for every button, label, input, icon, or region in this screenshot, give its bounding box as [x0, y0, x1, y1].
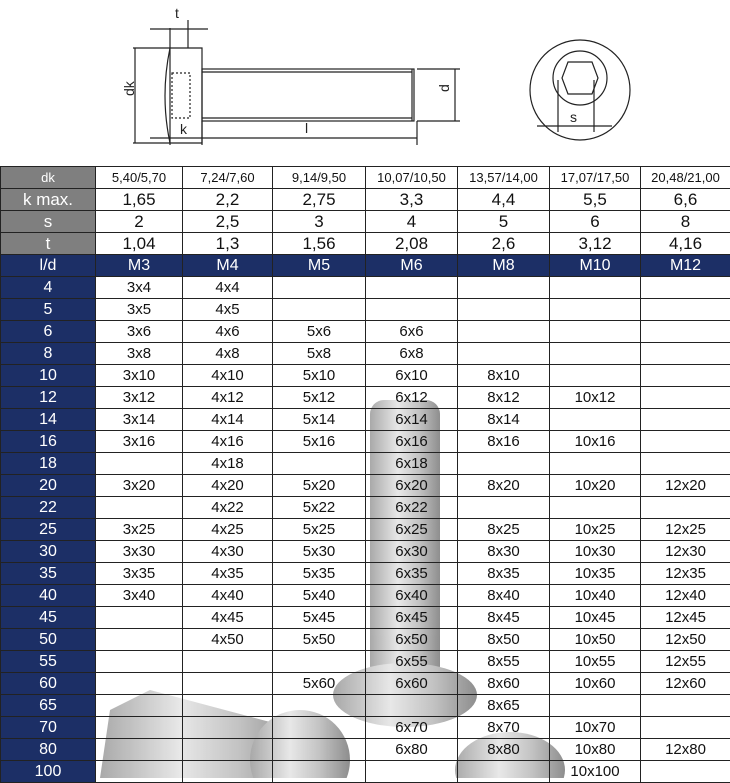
- row-header: 18: [1, 453, 96, 475]
- table-cell: 13,57/14,00: [458, 167, 550, 189]
- table-cell: [366, 277, 458, 299]
- table-cell: 12x50: [641, 629, 730, 651]
- table-cell: [458, 343, 550, 365]
- table-cell: 2,2: [183, 189, 273, 211]
- table-cell: 12x60: [641, 673, 730, 695]
- row-header: 65: [1, 695, 96, 717]
- table-cell: 5x8: [273, 343, 366, 365]
- table-cell: [273, 453, 366, 475]
- table-cell: 6x80: [366, 739, 458, 761]
- label-k: k: [180, 121, 188, 137]
- table-cell: 10x50: [550, 629, 641, 651]
- table-cell: 4x25: [183, 519, 273, 541]
- table-cell: 4: [366, 211, 458, 233]
- table-cell: [458, 761, 550, 783]
- table-cell: 4x30: [183, 541, 273, 563]
- table-row: [1, 629, 730, 651]
- table-cell: 8x16: [458, 431, 550, 453]
- table-cell: [96, 761, 183, 783]
- row-header: 35: [1, 563, 96, 585]
- table-cell: 8x80: [458, 739, 550, 761]
- row-header: 70: [1, 717, 96, 739]
- table-cell: 8x20: [458, 475, 550, 497]
- table-cell: 12x80: [641, 739, 730, 761]
- table-cell: 5x6: [273, 321, 366, 343]
- table-cell: 3x14: [96, 409, 183, 431]
- table-cell: 3x5: [96, 299, 183, 321]
- table-row: [1, 563, 730, 585]
- table-cell: 3x4: [96, 277, 183, 299]
- table-cell: 6x40: [366, 585, 458, 607]
- table-cell: 8x35: [458, 563, 550, 585]
- table-cell: 4x22: [183, 497, 273, 519]
- table-cell: 10x100: [550, 761, 641, 783]
- table-cell: 8x10: [458, 365, 550, 387]
- table-cell: 4x40: [183, 585, 273, 607]
- table-cell: 8x45: [458, 607, 550, 629]
- table-cell: 2,5: [183, 211, 273, 233]
- table-cell: 8x65: [458, 695, 550, 717]
- table-cell: 6x20: [366, 475, 458, 497]
- table-cell: 6x50: [366, 629, 458, 651]
- table-cell: 8x50: [458, 629, 550, 651]
- row-header: 5: [1, 299, 96, 321]
- table-cell: [458, 299, 550, 321]
- table-cell: 5x12: [273, 387, 366, 409]
- table-row: [1, 497, 730, 519]
- table-cell: [96, 497, 183, 519]
- label-l: l: [305, 120, 308, 136]
- table-cell: 4x50: [183, 629, 273, 651]
- table-cell: 8x40: [458, 585, 550, 607]
- table-cell: 10x60: [550, 673, 641, 695]
- table-cell: 3,12: [550, 233, 641, 255]
- table-cell: 3x30: [96, 541, 183, 563]
- table-cell: M12: [641, 255, 730, 277]
- table-cell: 6x60: [366, 673, 458, 695]
- table-cell: [366, 761, 458, 783]
- table-cell: [183, 761, 273, 783]
- table-cell: [96, 695, 183, 717]
- dimension-row-dk: [1, 167, 730, 189]
- table-cell: 4x16: [183, 431, 273, 453]
- table-row: [1, 673, 730, 695]
- table-cell: [273, 717, 366, 739]
- table-row: [1, 475, 730, 497]
- table-cell: 6x55: [366, 651, 458, 673]
- table-cell: 8x55: [458, 651, 550, 673]
- table-cell: 8x14: [458, 409, 550, 431]
- table-cell: 5x40: [273, 585, 366, 607]
- table-cell: 3x20: [96, 475, 183, 497]
- table-cell: [96, 739, 183, 761]
- table-cell: [458, 321, 550, 343]
- table-cell: 5x35: [273, 563, 366, 585]
- table-row: [1, 299, 730, 321]
- row-header: 30: [1, 541, 96, 563]
- table-row: [1, 387, 730, 409]
- dimension-row-k: [1, 189, 730, 211]
- table-cell: 6x12: [366, 387, 458, 409]
- table-cell: [641, 453, 730, 475]
- table-cell: [550, 321, 641, 343]
- table-cell: 4x12: [183, 387, 273, 409]
- table-cell: 5: [458, 211, 550, 233]
- table-cell: [96, 717, 183, 739]
- table-cell: [550, 497, 641, 519]
- row-header: 8: [1, 343, 96, 365]
- table-cell: [273, 299, 366, 321]
- table-cell: [366, 695, 458, 717]
- table-row: [1, 541, 730, 563]
- table-cell: M6: [366, 255, 458, 277]
- table-cell: [550, 695, 641, 717]
- table-cell: 5,5: [550, 189, 641, 211]
- table-cell: 5x10: [273, 365, 366, 387]
- table-cell: 10x25: [550, 519, 641, 541]
- table-cell: 10x70: [550, 717, 641, 739]
- table-cell: [458, 277, 550, 299]
- table-cell: 10x80: [550, 739, 641, 761]
- table-cell: [183, 695, 273, 717]
- row-header: 6: [1, 321, 96, 343]
- table-cell: [550, 365, 641, 387]
- table-cell: 3: [273, 211, 366, 233]
- table-cell: 1,04: [96, 233, 183, 255]
- table-cell: [641, 761, 730, 783]
- table-row: [1, 365, 730, 387]
- table-cell: 5x22: [273, 497, 366, 519]
- table-cell: M4: [183, 255, 273, 277]
- table-cell: 6x16: [366, 431, 458, 453]
- table-row: [1, 585, 730, 607]
- table-cell: M8: [458, 255, 550, 277]
- table-cell: 6x25: [366, 519, 458, 541]
- table-cell: 4x14: [183, 409, 273, 431]
- table-cell: 4,16: [641, 233, 730, 255]
- row-header: 20: [1, 475, 96, 497]
- table-cell: 4x6: [183, 321, 273, 343]
- table-cell: 8x25: [458, 519, 550, 541]
- table-cell: 6: [550, 211, 641, 233]
- row-header: 100: [1, 761, 96, 783]
- table-cell: 4x45: [183, 607, 273, 629]
- table-cell: 12x35: [641, 563, 730, 585]
- table-cell: 2: [96, 211, 183, 233]
- row-header: dk: [1, 167, 96, 189]
- table-cell: [641, 409, 730, 431]
- table-cell: M10: [550, 255, 641, 277]
- table-cell: [641, 321, 730, 343]
- table-cell: [183, 651, 273, 673]
- table-cell: [641, 365, 730, 387]
- dimension-row-t: [1, 233, 730, 255]
- table-cell: 3x10: [96, 365, 183, 387]
- table-cell: [96, 607, 183, 629]
- table-cell: [550, 409, 641, 431]
- table-cell: 4x5: [183, 299, 273, 321]
- row-header: 80: [1, 739, 96, 761]
- table-cell: [641, 695, 730, 717]
- table-cell: 3x6: [96, 321, 183, 343]
- table-row: [1, 519, 730, 541]
- table-cell: 4x18: [183, 453, 273, 475]
- table-cell: 8x30: [458, 541, 550, 563]
- table-cell: 6x14: [366, 409, 458, 431]
- table-cell: 10x12: [550, 387, 641, 409]
- table-cell: 2,75: [273, 189, 366, 211]
- table-cell: [273, 277, 366, 299]
- table-cell: 5x60: [273, 673, 366, 695]
- row-header: 60: [1, 673, 96, 695]
- table-cell: 12x45: [641, 607, 730, 629]
- table-cell: 7,24/7,60: [183, 167, 273, 189]
- table-cell: 12x55: [641, 651, 730, 673]
- row-header: k max.: [1, 189, 96, 211]
- table-row: [1, 739, 730, 761]
- table-cell: 5x16: [273, 431, 366, 453]
- table-cell: [96, 453, 183, 475]
- table-cell: 20,48/21,00: [641, 167, 730, 189]
- table-row: [1, 651, 730, 673]
- table-cell: 6x8: [366, 343, 458, 365]
- label-dk: dk: [121, 80, 137, 96]
- row-header: 4: [1, 277, 96, 299]
- table-cell: [96, 651, 183, 673]
- table-cell: [641, 431, 730, 453]
- table-cell: 4x8: [183, 343, 273, 365]
- row-header: 16: [1, 431, 96, 453]
- table-cell: [641, 387, 730, 409]
- table-cell: 10x45: [550, 607, 641, 629]
- table-cell: 4x10: [183, 365, 273, 387]
- table-cell: [273, 761, 366, 783]
- table-row: [1, 607, 730, 629]
- table-cell: 1,65: [96, 189, 183, 211]
- table-cell: 6x30: [366, 541, 458, 563]
- table-cell: 5x45: [273, 607, 366, 629]
- table-cell: 6x22: [366, 497, 458, 519]
- table-row: [1, 717, 730, 739]
- table-row: [1, 695, 730, 717]
- table-cell: [96, 629, 183, 651]
- label-t: t: [175, 5, 179, 21]
- table-cell: M5: [273, 255, 366, 277]
- row-header: 25: [1, 519, 96, 541]
- table-cell: 6x70: [366, 717, 458, 739]
- table-cell: 5x20: [273, 475, 366, 497]
- table-cell: M3: [96, 255, 183, 277]
- table-row: [1, 409, 730, 431]
- table-cell: [273, 695, 366, 717]
- table-cell: 12x20: [641, 475, 730, 497]
- table-cell: 6x35: [366, 563, 458, 585]
- table-row: [1, 453, 730, 475]
- table-cell: 8x70: [458, 717, 550, 739]
- row-header: 55: [1, 651, 96, 673]
- table-cell: 8x60: [458, 673, 550, 695]
- table-row: [1, 321, 730, 343]
- table-cell: 10x16: [550, 431, 641, 453]
- table-cell: 3x25: [96, 519, 183, 541]
- row-header: 10: [1, 365, 96, 387]
- table-cell: 12x30: [641, 541, 730, 563]
- table-cell: 3x35: [96, 563, 183, 585]
- table-cell: [96, 673, 183, 695]
- table-cell: 6,6: [641, 189, 730, 211]
- table-cell: 10x55: [550, 651, 641, 673]
- table-cell: 3x8: [96, 343, 183, 365]
- table-cell: 9,14/9,50: [273, 167, 366, 189]
- table-cell: 17,07/17,50: [550, 167, 641, 189]
- table-cell: 12x25: [641, 519, 730, 541]
- table-cell: 3x40: [96, 585, 183, 607]
- table-cell: [366, 299, 458, 321]
- table-cell: 10x30: [550, 541, 641, 563]
- table-cell: [641, 277, 730, 299]
- table-cell: [458, 453, 550, 475]
- table-cell: 6x18: [366, 453, 458, 475]
- table-cell: 6x45: [366, 607, 458, 629]
- table-cell: 2,6: [458, 233, 550, 255]
- table-cell: 2,08: [366, 233, 458, 255]
- table-cell: 10x40: [550, 585, 641, 607]
- table-cell: 10,07/10,50: [366, 167, 458, 189]
- row-header: s: [1, 211, 96, 233]
- table-cell: 5x14: [273, 409, 366, 431]
- label-s: s: [570, 109, 577, 125]
- table-cell: [550, 299, 641, 321]
- table-cell: 5x50: [273, 629, 366, 651]
- bolt-size-table: [0, 166, 730, 783]
- table-cell: [183, 717, 273, 739]
- table-cell: 10x20: [550, 475, 641, 497]
- row-header: 40: [1, 585, 96, 607]
- table-cell: 5x30: [273, 541, 366, 563]
- table-row: [1, 761, 730, 783]
- table-cell: 12x40: [641, 585, 730, 607]
- label-d: d: [436, 84, 452, 92]
- table-row: [1, 343, 730, 365]
- table-cell: [273, 739, 366, 761]
- table-cell: [641, 717, 730, 739]
- row-header: l/d: [1, 255, 96, 277]
- table-cell: 4x4: [183, 277, 273, 299]
- table-cell: [183, 673, 273, 695]
- row-header: 45: [1, 607, 96, 629]
- table-row: [1, 277, 730, 299]
- table-cell: 4,4: [458, 189, 550, 211]
- row-header: t: [1, 233, 96, 255]
- table-cell: 1,56: [273, 233, 366, 255]
- row-header: 50: [1, 629, 96, 651]
- table-cell: [550, 343, 641, 365]
- table-cell: 10x35: [550, 563, 641, 585]
- table-cell: 3x12: [96, 387, 183, 409]
- table-row: [1, 431, 730, 453]
- table-cell: 1,3: [183, 233, 273, 255]
- table-cell: [273, 651, 366, 673]
- row-header: 22: [1, 497, 96, 519]
- table-cell: 8x12: [458, 387, 550, 409]
- table-cell: 4x20: [183, 475, 273, 497]
- table-cell: 4x35: [183, 563, 273, 585]
- dimension-row-s: [1, 211, 730, 233]
- table-cell: [641, 299, 730, 321]
- table-cell: [641, 497, 730, 519]
- table-cell: 3x16: [96, 431, 183, 453]
- table-cell: 6x6: [366, 321, 458, 343]
- table-cell: [183, 739, 273, 761]
- size-header-row: [1, 255, 730, 277]
- row-header: 12: [1, 387, 96, 409]
- table-cell: 3,3: [366, 189, 458, 211]
- table-cell: [550, 277, 641, 299]
- table-cell: 6x10: [366, 365, 458, 387]
- table-cell: 8: [641, 211, 730, 233]
- table-cell: [458, 497, 550, 519]
- table-cell: 5x25: [273, 519, 366, 541]
- table-cell: [641, 343, 730, 365]
- row-header: 14: [1, 409, 96, 431]
- table-cell: 5,40/5,70: [96, 167, 183, 189]
- table-cell: [550, 453, 641, 475]
